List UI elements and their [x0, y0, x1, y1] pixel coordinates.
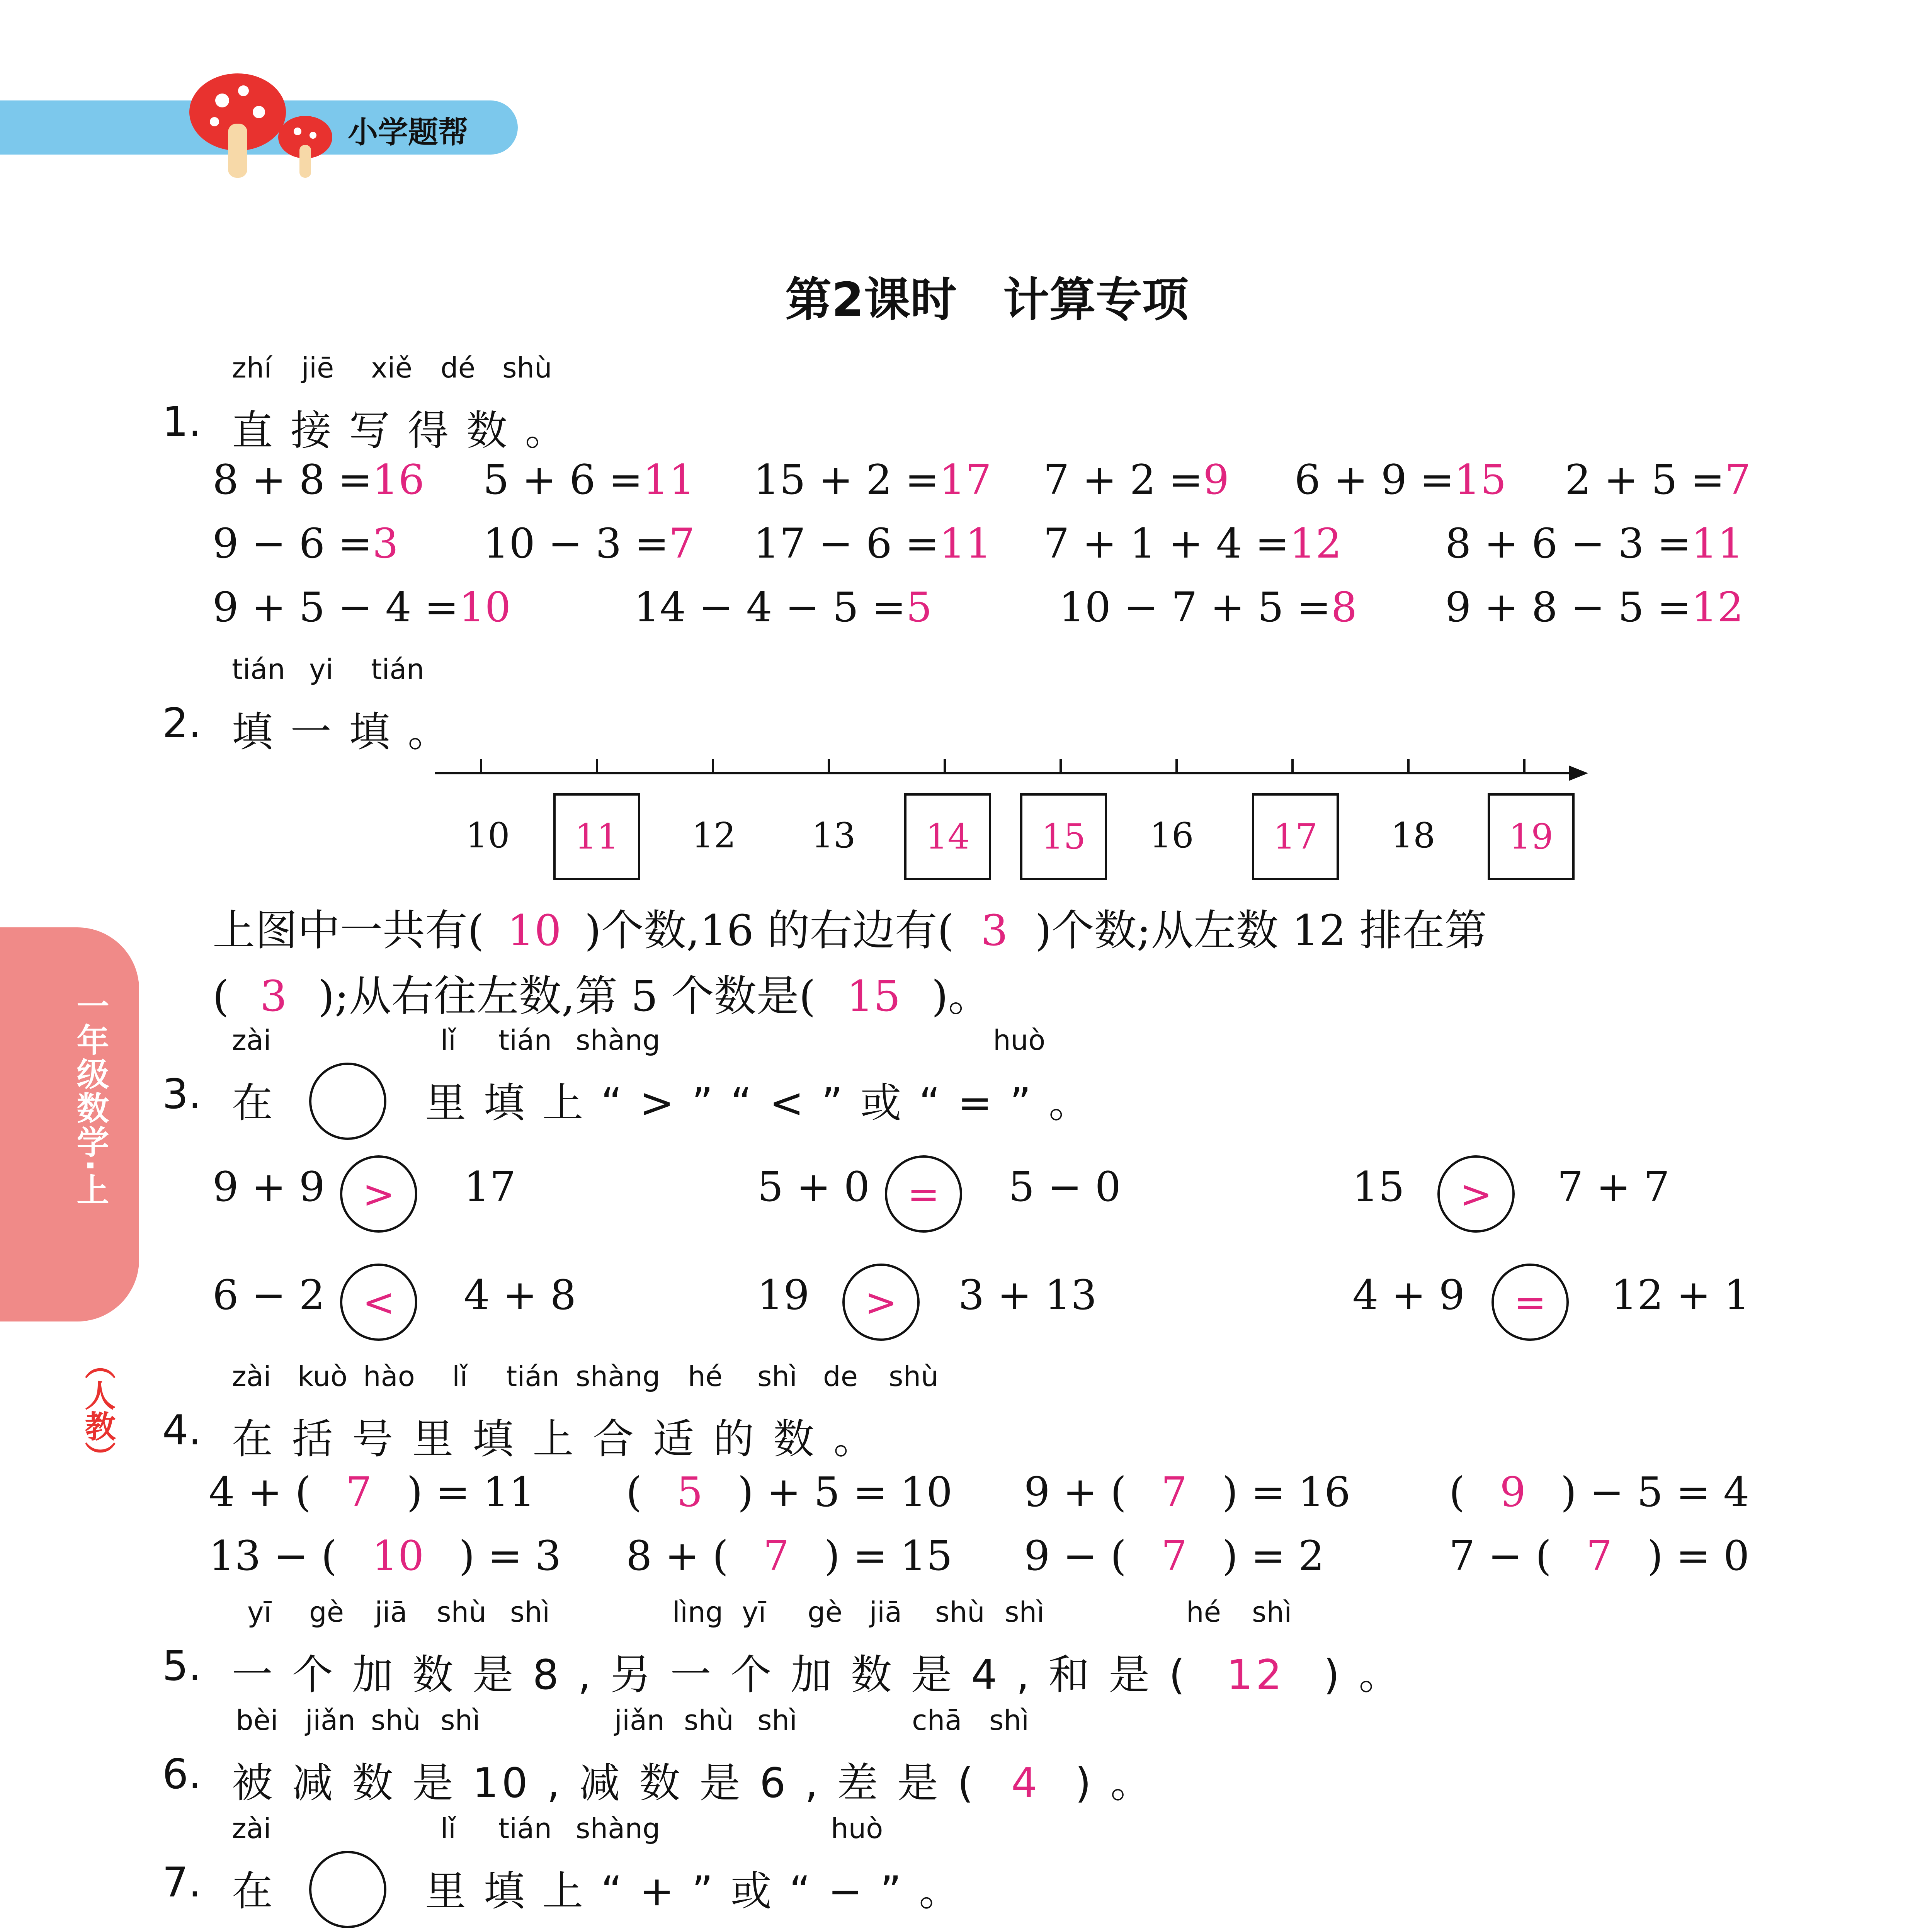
q4-item: ( 9 ) − 5 = 4	[1449, 1468, 1750, 1516]
q3-left: 6 − 2	[213, 1271, 325, 1319]
q4-item: 13 − ( 10 ) = 3	[209, 1532, 561, 1580]
q1-item: 9 + 5 − 4 =10	[213, 583, 511, 631]
pinyin: xiě	[371, 352, 412, 384]
pinyin: shù	[684, 1704, 734, 1736]
pinyin: tián	[232, 653, 285, 685]
q4-number: 4.	[162, 1406, 202, 1454]
q1-item: 6 + 9 =15	[1294, 456, 1507, 503]
pinyin: jiǎn	[614, 1704, 665, 1736]
q4-text: 在 括 号 里 填 上 合 适 的 数 。	[232, 1415, 878, 1463]
answer-circle: =	[885, 1155, 962, 1233]
tick	[1175, 759, 1178, 773]
pinyin: shù	[935, 1596, 985, 1628]
q1-item: 2 + 5 =7	[1565, 456, 1751, 503]
answer-circle: >	[340, 1155, 417, 1233]
answer-circle: =	[1492, 1264, 1569, 1341]
pinyin: tián	[506, 1360, 560, 1393]
answer-circle: <	[340, 1264, 417, 1341]
number-label: 18	[1391, 815, 1435, 856]
pinyin: gè	[309, 1596, 344, 1628]
pinyin: shàng	[576, 1360, 660, 1393]
q1-item: 10 − 3 =7	[483, 520, 695, 567]
q1-number: 1.	[162, 398, 202, 446]
q1-item: 5 + 6 =11	[483, 456, 695, 503]
number-box: 17	[1252, 793, 1339, 880]
q3-right: 5 − 0	[1009, 1163, 1121, 1211]
number-line	[435, 772, 1575, 774]
q3-left: 4 + 9	[1352, 1271, 1465, 1319]
number-label: 12	[692, 815, 736, 856]
q3-right: 12 + 1	[1611, 1271, 1750, 1319]
pinyin: huò	[831, 1812, 883, 1845]
tick	[480, 759, 482, 773]
q1-item: 9 + 8 − 5 =12	[1445, 583, 1744, 631]
answer-circle	[309, 1063, 386, 1140]
pinyin: bèi	[236, 1704, 279, 1736]
q1-item: 14 − 4 − 5 =5	[634, 583, 932, 631]
pinyin: tián	[498, 1812, 552, 1845]
pinyin: yi	[309, 653, 333, 685]
q4-item: 9 + ( 7 ) = 16	[1024, 1468, 1350, 1516]
number-box: 11	[553, 793, 640, 880]
pinyin: shì	[757, 1704, 798, 1736]
q2-line-2: ( 3 );从右往左数,第 5 个数是( 15 )。	[213, 971, 991, 1021]
pinyin: zhí	[232, 352, 272, 384]
q1-item: 10 − 7 + 5 =8	[1059, 583, 1357, 631]
pinyin: shù	[371, 1704, 421, 1736]
arrow-right-icon	[1569, 765, 1588, 781]
q4-item: ( 5 ) + 5 = 10	[626, 1468, 952, 1516]
number-box: 19	[1488, 793, 1575, 880]
pinyin: huò	[993, 1024, 1046, 1056]
pinyin: de	[823, 1360, 858, 1393]
pinyin: gè	[808, 1596, 842, 1628]
q3-right: 17	[464, 1163, 516, 1211]
tick	[712, 759, 714, 773]
side-title: 一年级数学·上	[71, 989, 109, 1207]
q1-item: 15 + 2 =17	[753, 456, 992, 503]
pinyin: zài	[232, 1360, 271, 1393]
tick	[944, 759, 946, 773]
tick	[828, 759, 830, 773]
pinyin: tián	[371, 653, 424, 685]
q3-text-rest: 里 填 上 “ > ” “ < ” 或 “ = ” 。	[425, 1079, 1092, 1127]
q1-item: 8 + 8 =16	[213, 456, 425, 503]
q7-text-start: 在	[232, 1867, 273, 1915]
q4-item: 7 − ( 7 ) = 0	[1449, 1532, 1750, 1580]
tick	[1291, 759, 1294, 773]
pinyin: shì	[1005, 1596, 1045, 1628]
pinyin: yī	[742, 1596, 766, 1628]
page-title: 第2课时 计算专项	[785, 273, 1189, 327]
side-edition: （人教）	[80, 1349, 116, 1472]
pinyin: zài	[232, 1024, 271, 1056]
q3-left: 15	[1352, 1163, 1405, 1211]
pinyin: shì	[757, 1360, 798, 1393]
pinyin: shù	[437, 1596, 486, 1628]
pinyin: lǐ	[440, 1024, 456, 1056]
pinyin: shàng	[576, 1812, 660, 1845]
q3-right: 7 + 7	[1557, 1163, 1670, 1211]
q1-item: 7 + 1 + 4 =12	[1043, 520, 1342, 567]
answer-circle	[309, 1851, 386, 1928]
q3-left: 9 + 9	[213, 1163, 325, 1211]
pinyin: shì	[440, 1704, 481, 1736]
pinyin: shàng	[576, 1024, 660, 1056]
pinyin: jiā	[869, 1596, 902, 1628]
q2-number: 2.	[162, 699, 202, 747]
q6-number: 6.	[162, 1750, 202, 1798]
pinyin: yī	[247, 1596, 272, 1628]
pinyin: dé	[440, 352, 475, 384]
mushroom-logo-icon	[185, 58, 348, 185]
pinyin: lìng	[672, 1596, 723, 1628]
q4-item: 9 − ( 7 ) = 2	[1024, 1532, 1325, 1580]
q5-number: 5.	[162, 1642, 202, 1690]
pinyin: lǐ	[440, 1812, 456, 1845]
q3-left: 5 + 0	[757, 1163, 870, 1211]
answer-circle: >	[842, 1264, 920, 1341]
pinyin: jiā	[375, 1596, 408, 1628]
pinyin: shì	[1252, 1596, 1292, 1628]
pinyin: shù	[502, 352, 552, 384]
pinyin: chā	[912, 1704, 962, 1736]
q4-item: 4 + ( 7 ) = 11	[209, 1468, 535, 1516]
brand-name: 小学题帮	[348, 115, 469, 150]
q2-line-1: 上图中一共有( 10 )个数,16 的右边有( 3 )个数;从左数 12 排在第	[213, 906, 1487, 955]
q3-text-start: 在	[232, 1079, 273, 1127]
q7-text-rest: 里 填 上 “ + ” 或 “ − ” 。	[425, 1867, 963, 1915]
q3-right: 4 + 8	[464, 1271, 577, 1319]
pinyin: jiē	[301, 352, 334, 384]
pinyin: lǐ	[452, 1360, 468, 1393]
q1-item: 17 − 6 =11	[753, 520, 992, 567]
q1-item: 8 + 6 − 3 =11	[1445, 520, 1744, 567]
number-box: 15	[1020, 793, 1107, 880]
q5-text: 一 个 加 数 是 8 , 另 一 个 加 数 是 4 , 和 是 ( 12 ) 。	[232, 1651, 1403, 1699]
tick	[1523, 759, 1526, 773]
answer-circle: >	[1437, 1155, 1515, 1233]
pinyin: shù	[889, 1360, 939, 1393]
tick	[1060, 759, 1062, 773]
q2-text: 填 一 填 。	[232, 708, 451, 756]
pinyin: tián	[498, 1024, 552, 1056]
pinyin: shì	[989, 1704, 1029, 1736]
number-label: 10	[466, 815, 510, 856]
pinyin: jiǎn	[305, 1704, 355, 1736]
q1-text: 直 接 写 得 数 。	[232, 407, 568, 454]
pinyin: hào	[363, 1360, 415, 1393]
q3-left: 19	[757, 1271, 810, 1319]
number-label: 13	[811, 815, 856, 856]
q3-number: 3.	[162, 1070, 202, 1118]
q6-text: 被 减 数 是 10 , 减 数 是 6 , 差 是 ( 4 ) 。	[232, 1759, 1155, 1807]
q1-item: 7 + 2 =9	[1043, 456, 1230, 503]
pinyin: hé	[688, 1360, 723, 1393]
q1-item: 9 − 6 =3	[213, 520, 399, 567]
tick	[596, 759, 598, 773]
q4-item: 8 + ( 7 ) = 15	[626, 1532, 952, 1580]
q7-number: 7.	[162, 1859, 202, 1906]
pinyin: kuò	[298, 1360, 348, 1393]
number-label: 16	[1150, 815, 1194, 856]
pinyin: hé	[1186, 1596, 1221, 1628]
tick	[1407, 759, 1410, 773]
pinyin: zài	[232, 1812, 271, 1845]
number-box: 14	[904, 793, 991, 880]
pinyin: shì	[510, 1596, 550, 1628]
q3-right: 3 + 13	[958, 1271, 1097, 1319]
